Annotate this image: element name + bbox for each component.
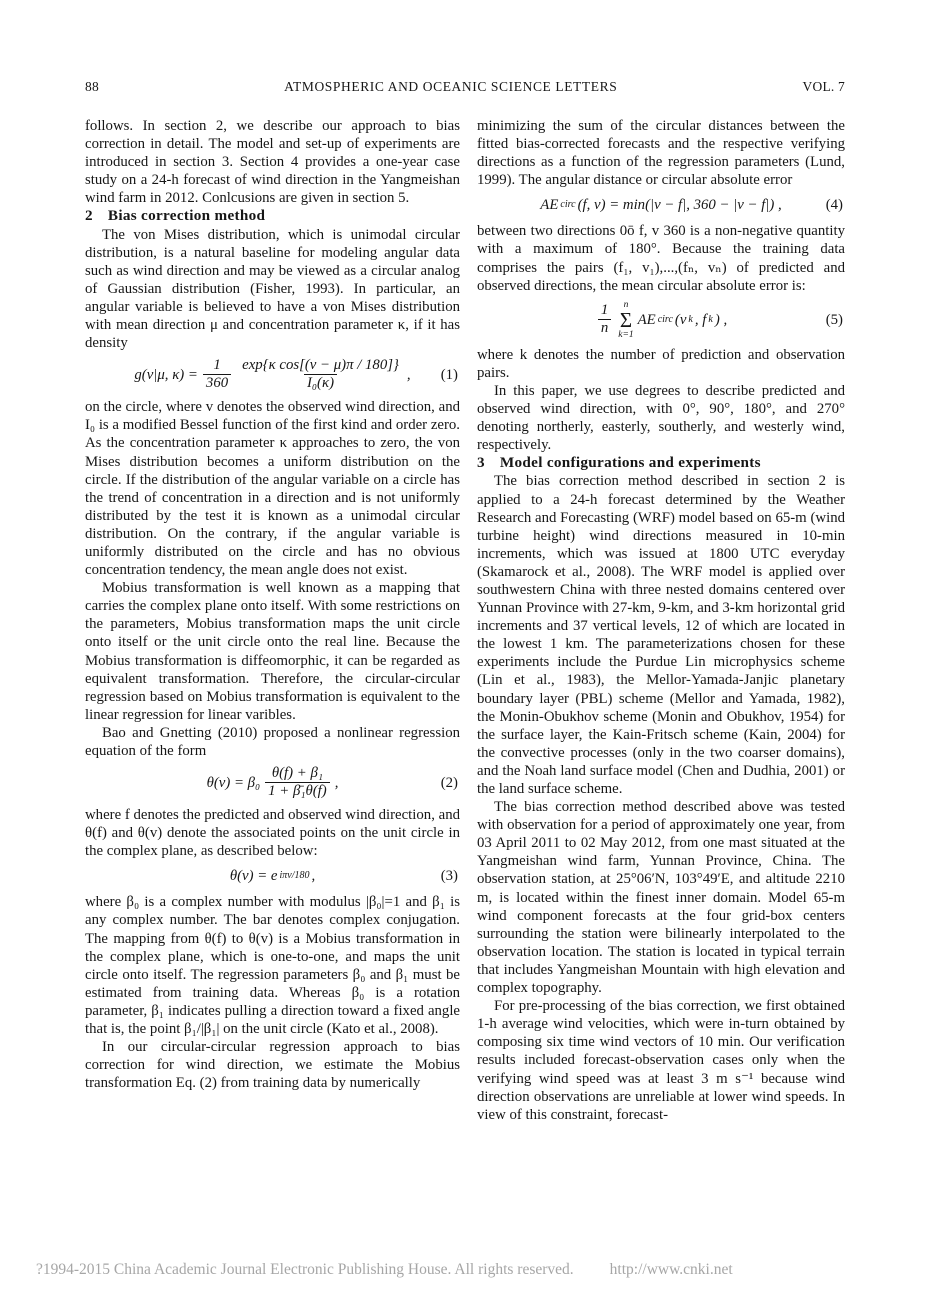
sigma-symbol: Σ [619, 307, 633, 332]
right-column [477, 117, 845, 1124]
eq5-summation: n Σ k=1 [618, 299, 634, 340]
eq1-number: (1) [440, 366, 458, 383]
volume-label: VOL. 7 [802, 79, 845, 94]
paragraph-preprocessing: For pre-processing of the bias correction, we first obtained 1-h average wind velocities, which were in-turn obtained by composing six time wind vectors of 10 min. Our verification results included forecast-observation cases only when the verifying wind speed was at least 3 m s⁻¹ because wind direction observations are unreliable at lower wind speeds. In view of this constraint, forecast- [477, 998, 845, 1123]
eq5-number: (5) [825, 311, 843, 328]
paragraph-on-the-circle: on the circle, where v denotes the observed wind direction, and I₀ is a modified Bessel function of the first kind and order zero. As the concentration parameter κ approaches to zero, the von Mises distribution becomes a uniform distribution on the circle. If the distribution of the angular variable on a circle has the trend of concentration in a direction and is not uniformly distributed by the test it is known as a unimodal circular distribution. On the contrary, if the angular variable is uniformly distributed on the circle and has no obvious concentration tendency, the mean angle does not exist. [85, 399, 460, 579]
equation-3-body [230, 867, 315, 885]
cnki-watermark-footer [36, 1261, 896, 1279]
cnki-url: http://www.cnki.net [609, 1261, 733, 1278]
eq4-circ-subscript: circ [560, 199, 576, 211]
eq3-number: (3) [440, 868, 458, 885]
equation-4-body [540, 196, 781, 214]
eq1-tail: , [406, 366, 411, 383]
paragraph-between-directions: between two directions 0ō f, v 360 is a non-negative quantity with a maximum of 180°. Because the training data comprises the pairs (f₁, v₁),...,(fₙ, vₙ) of predicted and observed directions, the mean circular absolute error is: [477, 223, 845, 294]
journal-title: ATMOSPHERIC AND OCEANIC SCIENCE LETTERS [284, 79, 618, 94]
equation-2 [85, 765, 460, 800]
equation-3 [85, 865, 460, 887]
eq2-fraction: $\frac{\text{θ(f) + β₁}}{\text{1 + β̄₁θ(f)}}$ [265, 765, 330, 800]
paragraph-in-our-approach: In our circular-circular regression approach to bias correction for wind direction, we estimate the Mobius transformation Eq. (2) from training data by numerically [85, 1039, 460, 1092]
copyright-text: ?1994-2015 China Academic Journal Electronic Publishing House. All rights reserved. [36, 1261, 574, 1278]
eq1-lhs: g(v|μ, κ) = [134, 366, 198, 383]
eq5-ae: AE [637, 311, 656, 328]
paragraph-bao-gnetting: Bao and Gnetting (2010) proposed a nonlinear regression equation of the form [85, 724, 460, 759]
eq2-number: (2) [440, 774, 458, 791]
eq3-base: θ(v) = e [229, 868, 278, 885]
paragraph-mobius: Mobius transformation is well known as a mapping that carries the complex plane onto itself. With some restrictions on the parameters, Mobius transformation maps the unit circle onto itself or the unit circle onto the real line. Because the Mobius transformation is diffeomorphic, it can be regarded as equivalent transformation. Therefore, the circular-circular regression based on Mobius transformation is equivalent to the linear regression for linear varibles. [85, 580, 460, 723]
eq1-fraction-1: $\frac{1}{360}$ [203, 357, 231, 392]
paragraph-intro-continuation: follows. In section 2, we describe our approach to bias correction in detail. The model and set-up of experiments are introduced in section 3. Section 4 provides a one-year case study on a 24-h forecast of wind direction in the Yangmeishan wind farm in 2012. Conlcusions are given in section 5. [85, 118, 460, 207]
eq3-tail: , [311, 868, 316, 885]
running-head [85, 79, 845, 95]
section-3-number: 3 [477, 454, 485, 472]
equation-4 [477, 194, 845, 216]
equation-2-body [207, 765, 339, 800]
section-3-heading [477, 454, 845, 472]
page-number: 88 [85, 79, 99, 94]
paragraph-in-this-paper: In this paper, we use degrees to describe predicted and observed wind direction, with 0°, 90°, 180°, and 270° denoting northerly, easterly, southerly, and westerly wind, respectively. [477, 382, 845, 454]
eq4-number: (4) [825, 197, 843, 214]
equation-1 [85, 357, 460, 392]
section-3-title: Model configurations and experiments [499, 454, 761, 472]
eq5-circ-subscript: circ [657, 313, 673, 325]
eq5-fraction: $\frac{1}{n}$ [598, 302, 611, 337]
eq2-lhs: θ(v) = β₀ [206, 774, 261, 791]
section-2-title: Bias correction method [107, 207, 266, 225]
paragraph-where-k: where k denotes the number of prediction and observation pairs. [477, 346, 845, 381]
eq4-ae: AE [540, 197, 559, 214]
paragraph-von-mises: The von Mises distribution, which is unimodal circular distribution, is a natural baseline for modeling angular data such as wind direction and may be viewed as a circular analog of Gaussian distribution (Fisher, 1993). In particular, an angular variable is believed to have a von Mises distribution with mean direction μ and concentration parameter κ, if it has density [85, 226, 460, 352]
paragraph-where-beta: where β₀ is a complex number with modulus |β₀|=1 and β₁ is any complex number. The bar denotes complex conjugation. The mapping from θ(f) to θ(v) is a Mobius transformation in the complex plane, which is one-to-one, and maps the unit circle onto itself. The regression parameters β₀ and β₁ must be estimated from training data. Whereas β₀ is a rotation parameter, β₁ indicates pulling a direction toward a fixed angle that is, the point β₁/|β₁| on the unit circle (Kato et al., 2008). [85, 894, 460, 1038]
equation-5 [477, 300, 845, 340]
section-2-number: 2 [85, 207, 93, 225]
two-column-body [85, 117, 845, 1124]
paragraph-tested-observation: The bias correction method described above was tested with observation for a period of approximately one year, from 03 April 2011 to 02 May 2012, from one mast situated at the Yangmeishan wind farm, Yunnan Province, China. The observation station, at 25°06′N, 103°49′E, and altitude 2210 m, is located within the finest inner domain. Model 65-m wind component forecasts at the four grid-box centers surrounding the station were bilinearly interpolated to the observation location. The station is located in typical terrain that includes Yangmeishan Mountain with high elevation and complex topography. [477, 799, 845, 997]
eq4-expression: (f, v) = min(|v − f|, 360 − |v − f|) , [577, 197, 782, 214]
equation-5-body: $\frac{1}{n}$ n Σ k=1 AE circ (v k , f k ) , [595, 300, 727, 340]
paragraph-minimizing: minimizing the sum of the circular distances between the fitted bias-corrected forecasts and the respective verifying directions as a function of the regression parameters (Lund, 1999). The angular distance or circular absolute error [477, 118, 845, 189]
paragraph-bias-method-wrf: The bias correction method described in section 2 is applied to a 24-h forecast determined by the Weather Research and Forecasting (WRF) model based on 65-m (wind turbine height) wind directions measured in 10-min increments, which was issued at 1800 UTC everyday (Skamarock et al., 2008). The WRF model is applied over southwestern China with three nested domains centered over Yunnan Province with 27-km, 9-km, and 3-km horizontal grid increments and 37 vertical levels, 12 of which are located in the lowest 1 km. The parameterizations chosen for these experiments include the Purdue Lin microphysics scheme (Lin et al., 1983), the Mellor-Yamada-Janjic planetary boundary layer (PBL) scheme (Mellor and Yamada, 1982), the Monin-Obukhov scheme (Monin and Obukhov, 1954) for the surface layer, the Kain-Fritsch scheme (Kain, 2004) for the convective processes (only in the two coarser domains), and the Noah land surface model (Chen and Dudhia, 2001) or the land surface scheme. [477, 473, 845, 797]
section-2-heading [85, 207, 460, 225]
eq2-tail: , [334, 774, 339, 791]
equation-1-body [134, 357, 410, 392]
eq1-fraction-2: $\frac{\text{exp\{κ cos[(v − μ)π / 180]\}}}{\text{I₀(κ)}}$ [242, 357, 399, 392]
left-column [85, 117, 460, 1124]
eq3-exponent: iπv/180 [279, 870, 310, 882]
paragraph-where-f: where f denotes the predicted and observed wind direction, and θ(f) and θ(v) denote the associated points on the unit circle in the complex plane, as described below: [85, 807, 460, 860]
